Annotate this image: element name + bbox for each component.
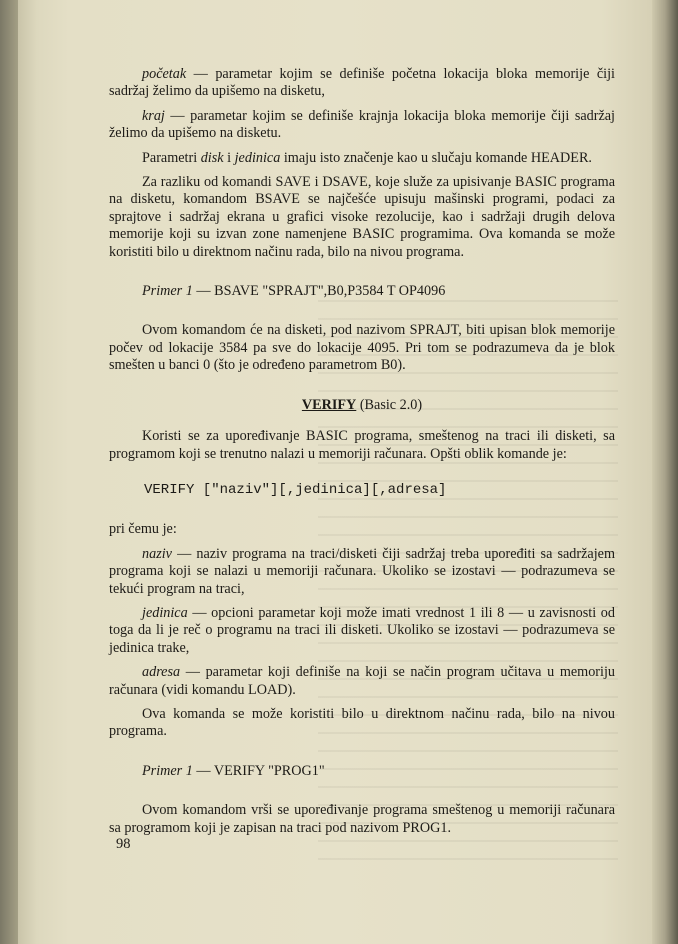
example-command: — BSAVE "SPRAJT",B0,P3584 T OP4096	[192, 283, 446, 300]
page-text	[109, 66, 615, 837]
term: kraj	[142, 107, 165, 124]
term: jedinica	[234, 149, 281, 166]
verify-example-explanation: Ovom komandom vrši se upoređivanje programa smeštenog u memoriji računara sa programom koji je zapisan na traci pod nazivom PROG1.	[109, 802, 615, 836]
where-intro: pri čemu je:	[109, 521, 177, 538]
param-jedinica	[109, 605, 615, 657]
verify-description: Koristi se za upoređivanje BASIC programa, smeštenog na traci ili disketi, sa programom koji se trenutno nalazi u memoriji računara. Opšti oblik komande je:	[109, 428, 615, 462]
term: disk	[200, 149, 224, 166]
verify-syntax: VERIFY ["naziv"][,jedinica][,adresa]	[144, 481, 447, 498]
definition: — naziv programa na traci/disketi čiji sadržaj treba upoređiti sa sadržajem programa koji se nalazi u memoriji računara. Ukoliko se izostavi — podrazumeva se tekući program na traci,	[109, 545, 615, 597]
example-label: Primer 1	[142, 283, 193, 300]
param-adresa	[109, 664, 615, 699]
example-label: Primer 1	[142, 762, 193, 779]
definition: — opcioni parametar koji može imati vrednost 1 ili 8 — u zavisnosti od toga da li je reč o programu na traci ili disketi. Ukoliko se izostavi — podrazumeva se jedinica trake,	[109, 604, 615, 656]
param-pocetak	[109, 66, 615, 101]
example-bsave	[142, 283, 615, 300]
definition: — parametar kojim se definiše krajnja lokacija bloka memorije čiji sadržaj želimo da upišemo na disketu.	[109, 107, 615, 142]
example-verify	[142, 763, 615, 780]
section-heading	[109, 397, 615, 414]
bsave-description: Za razliku od komandi SAVE i DSAVE, koje služe za upisivanje BASIC programa na disketu, komandom BSAVE se najčešće upisuju mašinski programi, podaci za sprajtove i sadržaj ekrana u grafici visoke rezolucije, kao i sadržaji drugih delova memorije koji su izvan zone namenjene BASIC programima. Ova komanda se može koristiti bilo u direktnom načinu rada, bilo na nivou programa.	[109, 174, 615, 260]
page-number: 98	[116, 836, 131, 852]
verify-usage-note: Ova komanda se može koristiti bilo u direktnom načinu rada, bilo na nivou programa.	[109, 705, 615, 740]
term: početak	[142, 66, 187, 82]
term: adresa	[142, 664, 181, 681]
heading-suffix: (Basic 2.0)	[356, 396, 423, 413]
definition: — parametar koji definiše na koji se način program učitava u memoriju računara (vidi komandu LOAD).	[109, 664, 615, 698]
term: naziv	[142, 545, 172, 562]
bsave-example-explanation: Ovom komandom će na disketi, pod nazivom SPRAJT, biti upisan blok memorije počev od lokacije 3584 pa sve do lokacije 4095. Pri tom se podrazumeva da je blok smešten u banci 0 (što je određeno parametrom B0).	[109, 322, 615, 374]
text-fragment: Parametri	[142, 149, 201, 166]
params-disk-jedinica	[109, 150, 615, 167]
definition: — parametar kojim se definiše početna lokacija bloka memorije čiji sadržaj želimo da upišemo na disketu,	[109, 66, 615, 100]
param-kraj	[109, 108, 615, 143]
text-fragment: imaju isto značenje kao u slučaju komande HEADER.	[280, 149, 592, 166]
heading-title: VERIFY	[301, 396, 357, 413]
example-command: — VERIFY "PROG1"	[192, 762, 325, 779]
term: jedinica	[142, 604, 188, 621]
text-fragment: i	[223, 149, 235, 166]
param-naziv	[109, 546, 615, 598]
page-edge	[652, 0, 678, 944]
